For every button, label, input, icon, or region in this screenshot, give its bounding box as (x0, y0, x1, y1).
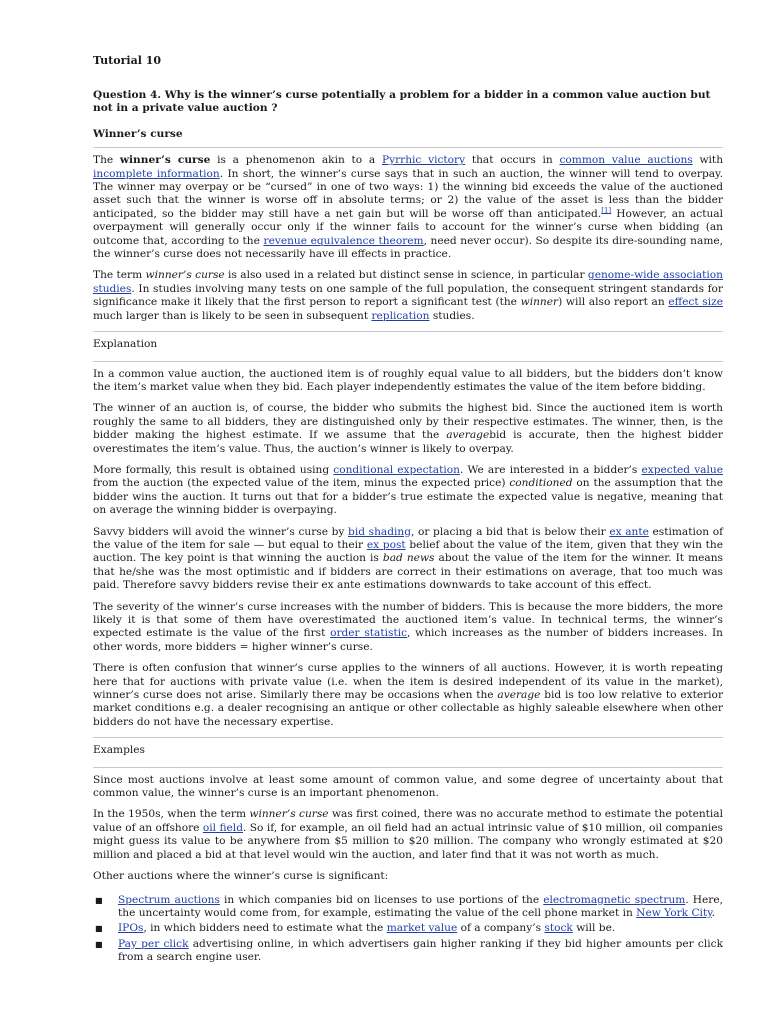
bullet-icon: ■ (95, 924, 103, 934)
link-replication[interactable]: replication (371, 309, 430, 322)
list-item: ■ IPOs, in which bidders need to estimate what the market value of a company’s stock will be. (95, 922, 616, 935)
link-revenue-equivalence[interactable]: revenue equivalence theorem (263, 234, 424, 247)
bullet-icon: ■ (95, 895, 103, 905)
section-divider (93, 331, 723, 332)
paragraph-examples-3: Other auctions where the winner’s curse is significant: (93, 870, 389, 883)
link-pyrrhic-victory[interactable]: Pyrrhic victory (381, 154, 466, 167)
section-divider (93, 361, 723, 362)
examples-list (93, 894, 723, 965)
term-bold: winner’s curse (119, 154, 211, 167)
section-divider (93, 767, 723, 768)
tutorial-title: Tutorial 10 (93, 54, 162, 67)
link-market-value[interactable]: market value (386, 922, 458, 935)
section-divider (93, 737, 723, 738)
link-pay-per-click[interactable]: Pay per click (118, 937, 189, 950)
section-divider (93, 147, 723, 148)
list-item: ■ Pay per click advertising online, in which advertisers gain higher ranking if they bid higher amounts per click from a search engine user. (95, 937, 723, 964)
bullet-icon: ■ (95, 939, 103, 949)
paragraph-explanation-5: The severity of the winner’s curse increases with the number of bidders. This is because the more bidders, the more likely it is that some of them have overestimated the auctioned item’s value. In technical terms, the winner’s expected estimate is the value of the first order statistic, which increases as the number of bidders increases. In other words, more bidders = higher winner’s curse. (93, 600, 723, 653)
link-ex-post[interactable]: ex post (366, 538, 406, 551)
link-oil-field[interactable]: oil field (202, 821, 243, 834)
question-heading: Question 4. Why is the winner’s curse potentially a problem for a bidder in a common value auction but not in a private value auction ? (93, 89, 711, 115)
link-ex-ante[interactable]: ex ante (609, 525, 649, 538)
link-new-york-city[interactable]: New York City (636, 906, 712, 919)
section-heading-explanation: Explanation (93, 338, 158, 351)
footnote-ref-1[interactable]: [1] (601, 206, 612, 215)
section-heading-winners-curse: Winner’s curse (93, 127, 183, 140)
link-expected-value[interactable]: expected value (641, 463, 723, 476)
paragraph-explanation-3: More formally, this result is obtained using conditional expectation. We are interested in a bidder’s expected value from the auction (the expected value of the item, minus the expected price) conditioned on the assumption that the bidder wins the auction. It turns out that for a bidder’s true estimate the expected value is negative, meaning that on average the winning bidder is overpaying. (93, 463, 724, 517)
paragraph-science-sense: The term winner’s curse is also used in a related but distinct sense in science, in particular genome-wide association studies. In studies involving many tests on one sample of the full population, the consequent stringent standards for significance make it likely that the first person to report a significant test (the winner) will also report an effect size much larger than is likely to be seen in subsequent replication studies. (93, 269, 723, 322)
link-common-value-auctions[interactable]: common value auctions (559, 154, 693, 167)
link-order-statistic[interactable]: order statistic (330, 627, 408, 640)
link-conditional-expectation[interactable]: conditional expectation (333, 463, 460, 476)
link-ipos[interactable]: IPOs (118, 922, 144, 935)
link-bid-shading[interactable]: bid shading (348, 525, 411, 538)
link-stock[interactable]: stock (544, 922, 573, 935)
link-gwas[interactable]: genome-wide association studies (93, 269, 723, 295)
paragraph-examples-1: Since most auctions involve at least some amount of common value, and some degree of uncertainty about that common value, the winner’s curse is an important phenomenon. (93, 773, 723, 800)
paragraph-explanation-4: Savvy bidders will avoid the winner’s curse by bid shading, or placing a bid that is below their ex ante estimation of the value of the item for sale — but equal to their ex post belief about the value of the item, given that they win the auction. The key point is that winning the auction is bad news about the value of the item for the winner. It means that he/she was the most optimistic and if bidders are correct in their estimations on average, that too much was paid. Therefore savvy bidders revise their ex ante estimations downwards to take account of this effect. (93, 525, 724, 592)
link-effect-size[interactable]: effect size (668, 296, 723, 309)
paragraph-explanation-1: In a common value auction, the auctioned item is of roughly equal value to all bidders, but the bidders don’t know the item’s market value when they bid. Each player independently estimates the value of the item before bidding. (93, 367, 723, 393)
link-incomplete-information[interactable]: incomplete information (93, 167, 220, 180)
link-spectrum-auctions[interactable]: Spectrum auctions (118, 893, 220, 906)
link-electromagnetic-spectrum[interactable]: electromagnetic spectrum (543, 893, 686, 906)
paragraph-definition: The winner’s curse is a phenomenon akin to a Pyrrhic victory that occurs in common value auctions with incomplete information. In short, the winner’s curse says that in such an auction, the winner will tend to overpay. The winner may overpay or be “cursed” in one of two ways: 1) the winning bid exceeds the value of the auctioned asset such that the winner is worse off in absolute terms; or 2) the value of the asset is less than the bidder anticipated, so the bidder may still have a net gain but will be worse off than anticipated.[1] However, an actual overpayment will generally occur only if the winner fails to account for the winner’s curse when bidding (an outcome that, according to the revenue equivalence theorem, need never occur). So despite its dire-sounding name, the winner’s curse does not necessarily have ill effects in practice. (93, 154, 724, 261)
list-item: ■ Spectrum auctions in which companies bid on licenses to use portions of the electromagnetic spectrum. Here, the uncertainty would come from, for example, estimating the value of the cell phone market in New York City. (95, 893, 723, 919)
paragraph-explanation-2: The winner of an auction is, of course, the bidder who submits the highest bid. Since the auctioned item is worth roughly the same to all bidders, they are distinguished only by their respective estimates. The winner, then, is the bidder making the highest estimate. If we assume that the averagebid is accurate, then the highest bidder overestimates the item’s value. Thus, the auction’s winner is likely to overpay. (93, 402, 723, 455)
paragraph-explanation-6: There is often confusion that winner’s curse applies to the winners of all auctions. However, it is worth repeating here that for auctions with private value (i.e. when the item is desired independent of its value in the market), winner’s curse does not arise. Similarly there may be occasions when the average bid is too low relative to exterior market conditions e.g. a dealer recognising an antique or other collectable as highly saleable elsewhere when other bidders do not have the necessary expertise. (93, 662, 724, 728)
section-heading-examples: Examples (93, 744, 145, 757)
paragraph-examples-2: In the 1950s, when the term winner’s curse was first coined, there was no accurate method to estimate the potential value of an offshore oil field. So if, for example, an oil field had an actual intrinsic value of $10 million, oil companies might guess its value to be anywhere from $5 million to $20 million. The company who wrongly estimated at $20 million and placed a bid at that level would win the auction, and later find that it was not worth as much. (93, 808, 724, 861)
